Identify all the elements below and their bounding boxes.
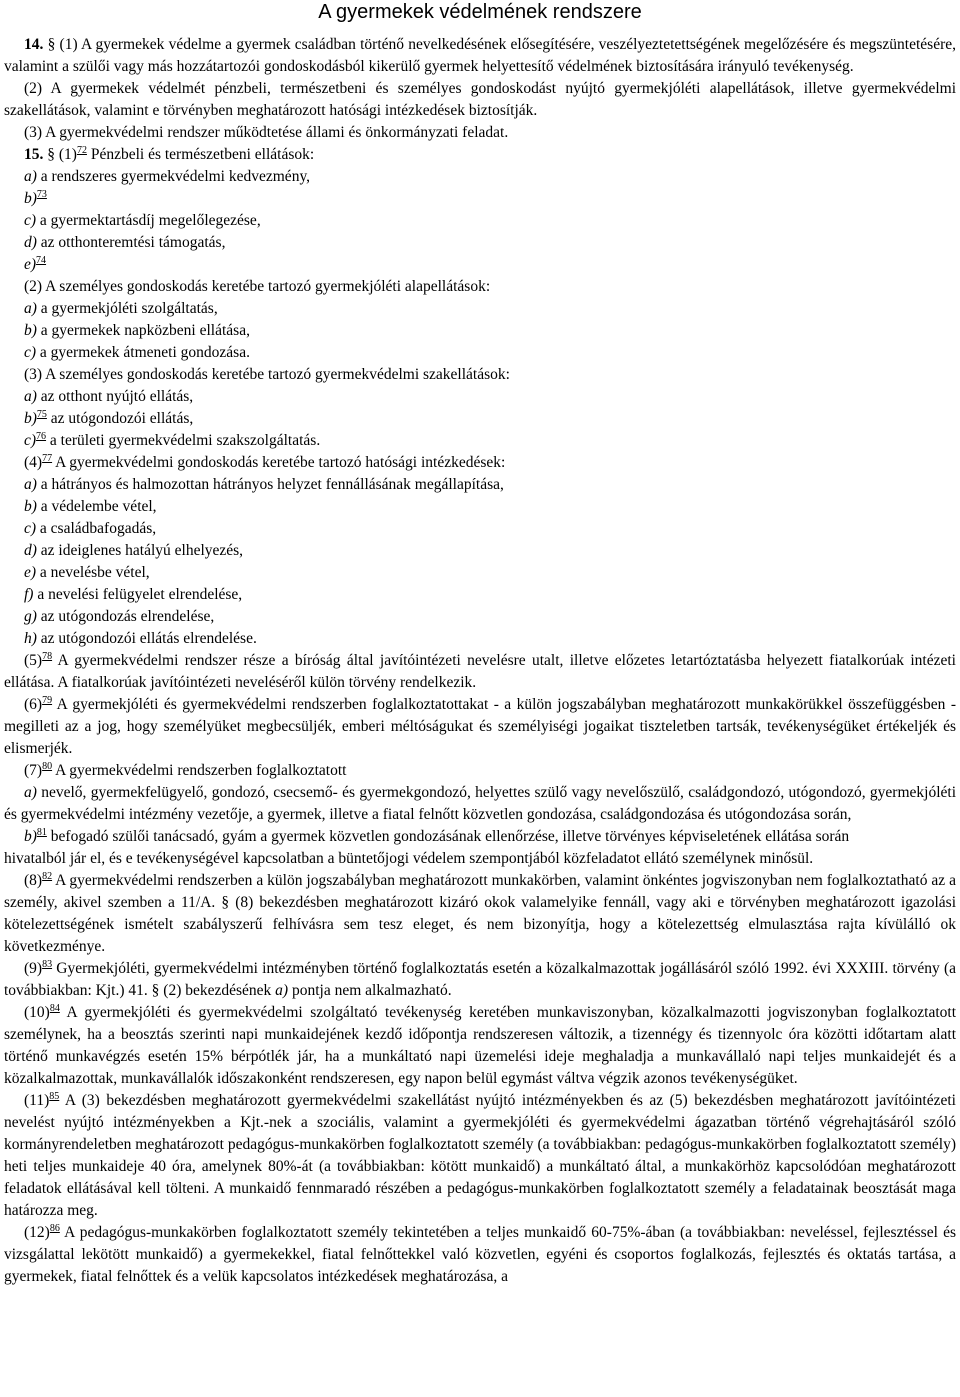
- footnote-ref[interactable]: 82: [42, 871, 53, 882]
- footnote-ref[interactable]: 80: [42, 761, 53, 772]
- footnote-ref[interactable]: 81: [36, 827, 47, 838]
- footnote-ref[interactable]: 72: [76, 145, 87, 156]
- list-item: a) a hátrányos és halmozottan hátrányos helyzet fennállásának megállapítása,: [24, 476, 504, 493]
- list-item: b) a gyermekek napközbeni ellátása,: [24, 322, 250, 339]
- footnote-ref[interactable]: 86: [49, 1223, 60, 1234]
- paragraph: (3) A gyermekvédelmi rendszer működtetése állami és önkormányzati feladat.: [24, 124, 509, 141]
- list-item: f) a nevelési felügyelet elrendelése,: [24, 586, 243, 603]
- paragraph: $(7)^{80}$ A gyermekvédelmi rendszerben foglalkoztatott: [24, 761, 347, 779]
- list-item: c) a gyermektartásdíj megelőlegezése,: [24, 212, 261, 229]
- paragraph: (2) A gyermekek védelmét pénzbeli, természetbeni és személyes gondoskodást nyújtó gyermekjóléti alapellátások, illetve gyermekvédelmi szakellátások, valamint e törvényben meghatározott hatósági intézkedések biztosítják.: [4, 80, 956, 119]
- paragraph: hivatalból jár el, és e tevékenységével kapcsolatban a büntetőjogi védelem szempontjából közfeladatot ellátó személynek minősül.: [4, 850, 814, 867]
- paragraph: $(4)^{77}$ A gyermekvédelmi gondoskodás keretébe tartozó hatósági intézkedések:: [24, 453, 506, 471]
- footnote-ref[interactable]: 79: [42, 695, 53, 706]
- list-item: e)$^{74}$: [24, 255, 47, 273]
- list-item: a) az otthont nyújtó ellátás,: [24, 388, 194, 405]
- list-item: e) a nevelésbe vétel,: [24, 564, 150, 581]
- footnote-ref[interactable]: 85: [49, 1091, 60, 1102]
- paragraph: $(9)^{83}$ Gyermekjóléti, gyermekvédelmi intézményben történő foglalkoztatás esetén a közalkalmazottak jogállásáról szóló 1992. évi XXXIII. törvény (a továbbiakban: Kjt.) 41. § (2) bekezdésének a) pontja nem alkalmazható.: [4, 959, 956, 999]
- paragraph: 14. § (1) A gyermekek védelme a gyermek családban történő nevelkedésének elősegítésére, veszélyeztetettségének megelőzésére és megszüntetésére, valamint a szülői vagy más hozzátartozói gondoskodásból kikerülő gyermek helyettesítő védelmének biztosítására irányuló tevékenység.: [4, 36, 956, 75]
- footnote-ref[interactable]: 77: [42, 453, 53, 464]
- list-item: b)$^{73}$: [24, 189, 47, 207]
- footnote-ref[interactable]: 78: [42, 651, 53, 662]
- paragraph: $(8)^{82}$ A gyermekvédelmi rendszerben a külön jogszabályban meghatározott munkakörben, valamint önkéntes jogviszonyban nem foglalkoztatható az a személy, akivel szemben a 11/A. § (8) bekezdésben meghatározott kizáró okok valamelyike fennáll, vagy aki e törvényben meghatározott igazolási kötelezettségének ismételt szabályszerű felhívásra sem tesz eleget, és nem bizonyítja, hogy a kötelezettség elmulasztása rajta kívülálló ok következménye.: [4, 871, 956, 955]
- list-item: a) a gyermekjóléti szolgáltatás,: [24, 300, 218, 317]
- footnote-ref[interactable]: 84: [49, 1003, 60, 1014]
- list-item: d) az ideiglenes hatályú elhelyezés,: [24, 542, 244, 559]
- footnote-ref[interactable]: 75: [36, 409, 47, 420]
- list-item: a) a rendszeres gyermekvédelmi kedvezmény,: [24, 168, 311, 185]
- page-title: A gyermekek védelmének rendszere: [318, 1, 642, 23]
- list-item: a) nevelő, gyermekfelügyelő, gondozó, csecsemő- és gyermekgondozó, helyettes szülő vagy nevelőszülő, családgondozó, utógondozó, gyermekjóléti és gyermekvédelmi intézmény vezetője, a gyermek, illetve a fiatal felnőtt közvetlen gondozása, családgondozása és utógondozása során,: [4, 784, 956, 823]
- paragraph: $(10)^{84}$ A gyermekjóléti és gyermekvédelmi szolgáltató tevékenység keretében munkaviszonyban, közalkalmazotti jogviszonyban foglalkoztatott személynek, ha a beosztás szerinti napi munkaidejének kezdő időpontja rendszeresen változik, a tizennégy és tizennyolc óra közötti időtartam alatt történő munkavégzés esetén 15% bérpótlék jár, ha a munkáltató napi üzemelési ideje meghaladja a munkavállaló napi teljes munkaidejét és a közalkalmazottak, munkavállalók időszakonként rendszeresen, egy napon belül egymást váltva végzik azonos tevékenységüket.: [4, 1003, 956, 1087]
- footnote-ref[interactable]: 73: [36, 189, 47, 200]
- list-item: b)$^{75}$ az utógondozói ellátás,: [24, 409, 194, 427]
- paragraph: $(11)^{85}$ A (3) bekezdésben meghatározott gyermekvédelmi szakellátást nyújtó intézményekben és az (5) bekezdésben meghatározott javítóintézeti nevelést nyújtó intézményekben a Kjt.-nek a szociális, valamint a gyermekjóléti és gyermekvédelmi ágazatban történő végrehajtásáról szóló kormányrendeletben meghatározott pedagógus-munkakörben foglalkoztatott személy (a továbbiakban: pedagógus-munkakörben foglalkoztatott személy) heti teljes munkaideje 40 óra, amelynek 80%-át (a továbbiakban: kötött munkaidő) a munkáltató által, a munkakörhöz kapcsolódóan meghatározott feladatok ellátásával kell tölteni. A munkaidő fennmaradó részében a pedagógus-munkakörben foglalkoztatott személy a feladatainak beosztását maga határozza meg.: [4, 1091, 956, 1219]
- footnote-ref[interactable]: 83: [42, 959, 53, 970]
- list-item: d) az otthonteremtési támogatás,: [24, 234, 226, 251]
- paragraph: $(12)^{86}$ A pedagógus-munkakörben foglalkoztatott személy tekintetében a teljes munkaidő 60-75%-ában (a továbbiakban: neveléssel, fejlesztéssel és vizsgálattal lekötött munkaidő) a gyermekekkel, fiatal felnőttekkel való közvetlen, egyéni és csoportos foglalkozás, fejlesztés és oktatás tartása, a gyermekek, fiatal felnőttek és a velük kapcsolatos intézkedések meghatározása, a: [4, 1223, 956, 1285]
- paragraph: (2) A személyes gondoskodás keretébe tartozó gyermekjóléti alapellátások:: [24, 278, 491, 295]
- paragraph: $(5)^{78}$ A gyermekvédelmi rendszer része a bíróság által javítóintézeti nevelésre utalt, illetve előzetes letartóztatásba helyezett fiatalkorúak intézeti ellátása. A fiatalkorúak javítóintézeti neveléséről külön törvény rendelkezik.: [4, 651, 956, 691]
- footnote-ref[interactable]: 76: [36, 431, 47, 442]
- list-item: c)$^{76}$ a területi gyermekvédelmi szakszolgáltatás.: [24, 431, 321, 449]
- paragraph: 15. § $(1)^{72}$ Pénzbeli és természetbeni ellátások:: [24, 145, 315, 163]
- paragraph: $(6)^{79}$ A gyermekjóléti és gyermekvédelmi rendszerben foglalkoztatottakat - a külön jogszabályban meghatározott munkakörükkel összefüggésben - megilleti az a jog, hogy személyüket megbecsüljék, emberi méltóságukat és személyiségi jogaikat tiszteletben tartsák, tevékenységüket értékeljék és elismerjék.: [4, 695, 956, 757]
- list-item: h) az utógondozói ellátás elrendelése.: [24, 630, 257, 647]
- list-item: b) a védelembe vétel,: [24, 498, 157, 515]
- paragraph: (3) A személyes gondoskodás keretébe tartozó gyermekvédelmi szakellátások:: [24, 366, 510, 383]
- list-item: g) az utógondozás elrendelése,: [24, 608, 215, 625]
- list-item: b)$^{81}$ befogadó szülői tanácsadó, gyám a gyermek közvetlen gondozásának ellenőrzése, illetve törvényes képviseletének ellátása során: [24, 827, 850, 845]
- list-item: c) a családbafogadás,: [24, 520, 157, 537]
- footnote-ref[interactable]: 74: [36, 255, 47, 266]
- list-item: c) a gyermekek átmeneti gondozása.: [24, 344, 250, 361]
